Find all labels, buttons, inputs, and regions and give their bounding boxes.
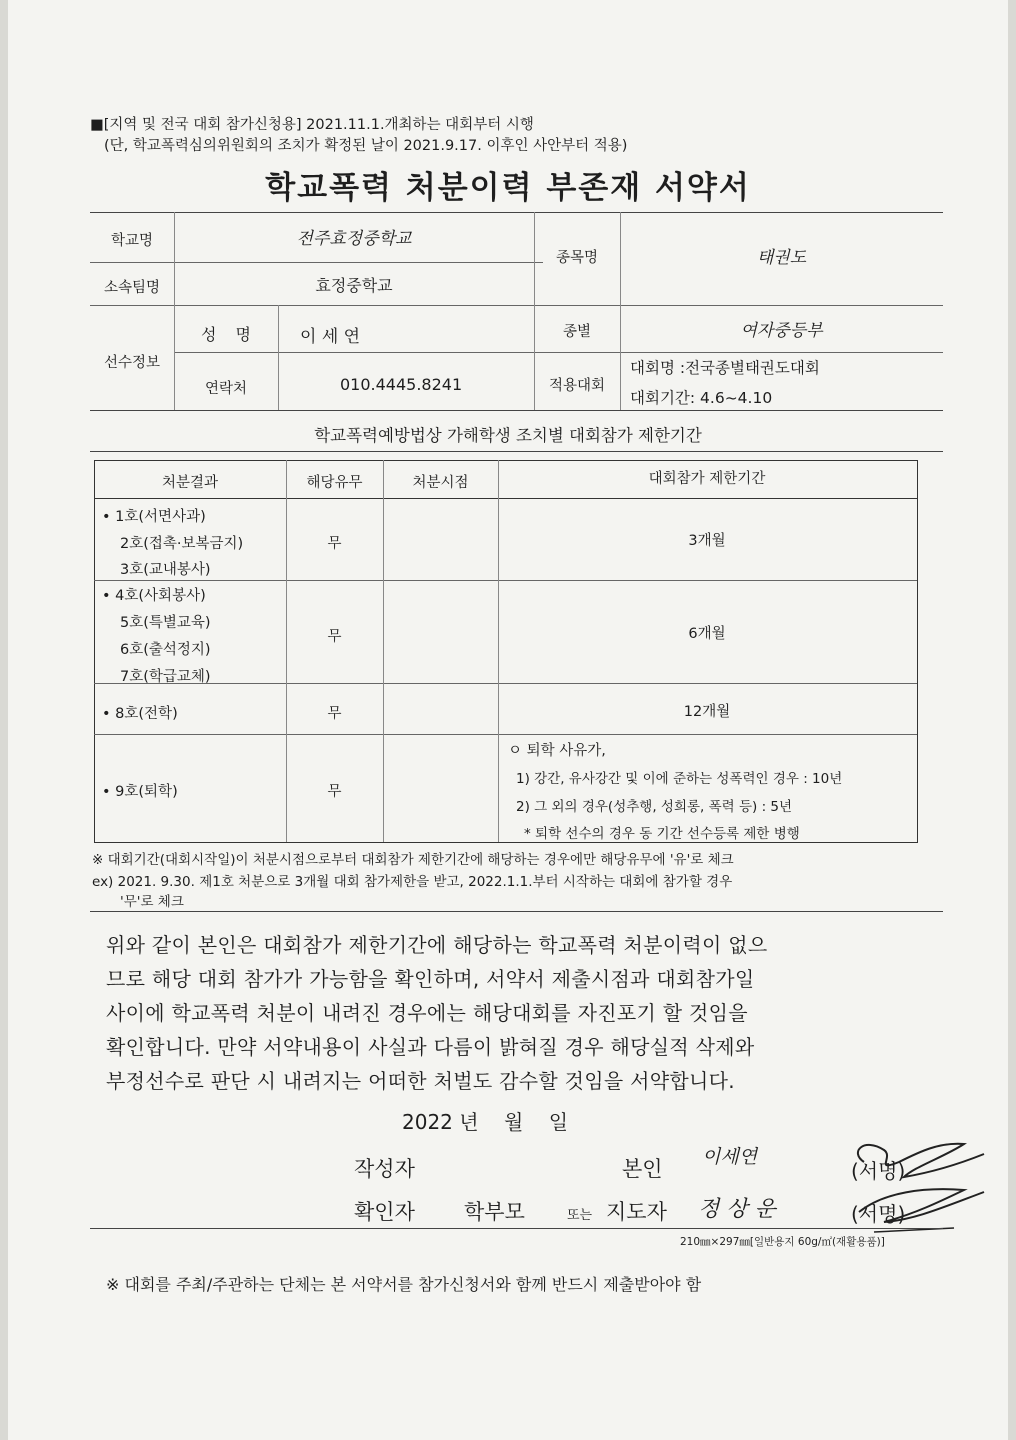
table-row-4-period-line: * 퇴학 선수의 경우 동 기간 선수등록 제한 병행 [524, 826, 800, 842]
pledge-line: 확인합니다. 만약 서약내용이 사실과 다름이 밝혀질 경우 해당실적 삭제와 [106, 1035, 755, 1059]
restriction-note-2: ex) 2021. 9.30. 제1호 처분으로 3개월 대회 참가제한을 받고, 2022.1.1.부터 시작하는 대회에 참가할 경우 [92, 874, 733, 890]
event-label: 종목명 [555, 250, 599, 266]
table-row-4-item: • 9호(퇴학) [102, 784, 178, 800]
restriction-title: 학교폭력예방법상 가해학생 조치별 대회참가 제한기간 [314, 426, 702, 445]
header-period: 대회참가 제한기간 [648, 471, 766, 487]
table-row-4-period-line: 1) 강간, 유사강간 및 이에 준하는 성폭력인 경우 : 10년 [516, 771, 843, 787]
table-row-3-applicable: 무 [327, 706, 342, 722]
sign-label-2: (서명) [851, 1202, 906, 1226]
table-line [94, 734, 917, 735]
self-handwritten-name: 이세연 [702, 1146, 758, 1168]
table-row-4-period-line: 2) 그 외의 경우(성추행, 성희롱, 폭력 등) : 5년 [516, 799, 793, 815]
pledge-line: 부정선수로 판단 시 내려지는 어떠한 처벌도 감수할 것임을 서약합니다. [106, 1069, 735, 1093]
notice-line-2: (단, 학교폭력심의위원회의 조치가 확정된 날이 2021.9.17. 이후인 사안부터 적용) [104, 138, 628, 154]
signature-scribble [844, 1132, 994, 1242]
header-result: 처분결과 [161, 475, 219, 491]
team-name-label: 소속팀명 [103, 280, 161, 296]
school-name-value: 전주효정중학교 [296, 229, 412, 249]
table-row-2-item: 6호(출석정지) [120, 642, 211, 658]
table-row-1-item: 3호(교내봉사) [120, 562, 211, 578]
team-name-value: 효정중학교 [315, 276, 393, 295]
document-page [8, 0, 1008, 1440]
table-line [94, 683, 917, 684]
competition-period: 대회기간: 4.6~4.10 [630, 389, 773, 407]
table-row-2-applicable: 무 [327, 629, 342, 645]
info-top-border [90, 212, 943, 213]
restriction-note-1: ※ 대회기간(대회시작일)이 처분시점으로부터 대회참가 제한기간에 해당하는 경우에만 해당유무에 '유'로 체크 [92, 852, 734, 868]
parent-label: 학부모 [464, 1200, 525, 1224]
event-value: 태권도 [756, 248, 807, 268]
signature-rule [90, 1228, 943, 1229]
info-line [90, 305, 943, 306]
writer-label: 작성자 [354, 1157, 415, 1181]
notes-rule [90, 911, 943, 912]
category-label: 종별 [562, 324, 591, 340]
info-line [90, 262, 543, 263]
info-line [174, 352, 943, 353]
competition-label: 적용대회 [548, 378, 606, 394]
pledge-line: 사이에 학교폭력 처분이 내려진 경우에는 해당대회를 자진포기 할 것임을 [106, 1001, 748, 1025]
table-line [94, 498, 917, 499]
table-row-4-period-line: ㅇ 퇴학 사유가, [508, 743, 606, 759]
category-value: 여자중등부 [740, 321, 823, 341]
contact-value: 010.4445.8241 [340, 375, 463, 394]
confirmer-label: 확인자 [354, 1200, 415, 1224]
table-line [94, 580, 917, 581]
player-info-label: 선수정보 [103, 355, 161, 371]
self-label: 본인 [622, 1157, 663, 1181]
table-row-1-item: 2호(접촉·보복금지) [120, 536, 244, 552]
coach-label: 지도자 [606, 1200, 667, 1224]
restriction-title-rule [90, 451, 943, 452]
paper-spec: 210㎜×297㎜[일반용지 60g/㎡(재활용품)] [680, 1236, 885, 1248]
table-row-1-applicable: 무 [327, 536, 342, 552]
notice-line-1: ■[지역 및 전국 대회 참가신청용] 2021.11.1.개최하는 대회부터 시행 [90, 117, 534, 133]
table-row-2-period: 6개월 [688, 626, 726, 642]
footer-note: ※ 대회를 주최/주관하는 단체는 본 서약서를 참가신청서와 함께 반드시 제출받아야 함 [106, 1275, 702, 1294]
or-label: 또는 [567, 1208, 593, 1223]
contact-label: 연락처 [204, 381, 248, 397]
restriction-note-3: '무'로 체크 [120, 894, 184, 910]
table-line [498, 460, 499, 842]
name-value: 이 세 연 [300, 327, 361, 347]
pledge-date: 2022 년 월 일 [402, 1110, 569, 1134]
competition-name: 대회명 :전국종별태권도대회 [630, 359, 820, 377]
table-row-3-item: • 8호(전학) [102, 706, 178, 722]
info-line [620, 212, 621, 410]
table-row-1-item: • 1호(서면사과) [102, 509, 206, 525]
coach-handwritten-name: 정 상 운 [698, 1197, 776, 1222]
table-row-4-applicable: 무 [327, 784, 342, 800]
pledge-line: 위와 같이 본인은 대회참가 제한기간에 해당하는 학교폭력 처분이력이 없으 [106, 933, 768, 957]
table-row-2-item: 5호(특별교육) [120, 615, 211, 631]
school-name-label: 학교명 [110, 233, 154, 249]
table-row-2-item: 7호(학급교체) [120, 669, 211, 685]
name-label: 성 명 [201, 325, 251, 344]
table-row-1-period: 3개월 [688, 533, 726, 549]
header-date: 처분시점 [412, 475, 469, 491]
table-row-3-period: 12개월 [683, 704, 731, 720]
header-applicable: 해당유무 [306, 475, 363, 491]
info-line [278, 305, 279, 410]
sign-label-1: (서명) [851, 1159, 906, 1183]
table-row-2-item: • 4호(사회봉사) [102, 588, 206, 604]
info-bottom-border [90, 410, 943, 411]
document-title: 학교폭력 처분이력 부존재 서약서 [265, 170, 751, 206]
pledge-line: 므로 해당 대회 참가가 가능함을 확인하며, 서약서 제출시점과 대회참가일 [106, 967, 755, 991]
table-line [383, 460, 384, 842]
